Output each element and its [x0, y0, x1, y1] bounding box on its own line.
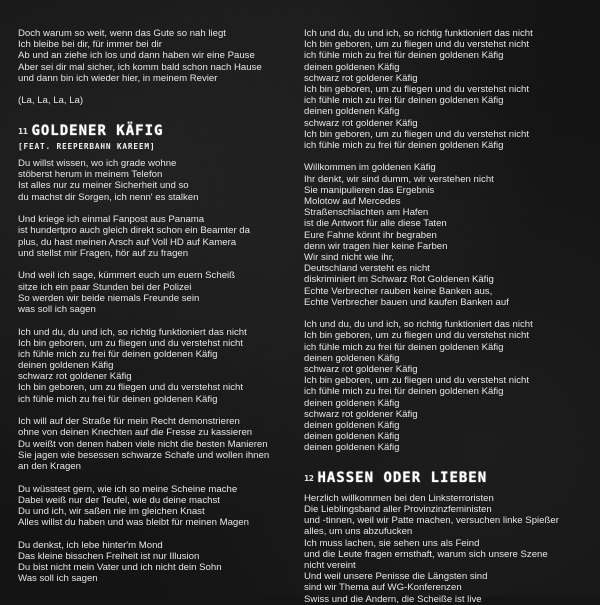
lyric-line: deinen goldenen Käfig: [304, 352, 400, 364]
lyric-line: Sie manipulieren das Ergebnis: [304, 184, 435, 196]
lyric-line: schwarz rot goldener Käfig: [18, 371, 132, 383]
stanza: [18, 270, 288, 315]
lyric-line: Ich und du, du und ich, so richtig funktioniert das nicht: [304, 28, 533, 39]
lyric-line: Alles willst du haben und was bleibt für meinen Magen: [18, 517, 249, 529]
lyric-line: Und weil ich sage, kümmert euch um euern Scheiß: [18, 270, 236, 282]
lyric-line: sind wir Thema auf WG-Konferenzen: [304, 582, 462, 594]
stanza-gap: [304, 151, 588, 162]
lyric-line: (La, La, La, La): [18, 95, 84, 107]
stanza-gap: [18, 472, 288, 483]
lyric-line: Doch warum so weit, wenn das Gute so nah liegt: [18, 28, 226, 39]
lyric-line: So werden wir beide niemals Freunde sein: [18, 292, 200, 304]
lyric-line: Ich will auf der Straße für mein Recht demonstrieren: [18, 416, 240, 428]
lyric-line: Ist alles nur zu meiner Sicherheit und so: [18, 180, 189, 192]
lyric-line: Herzlich willkommen bei den Linksterroristen: [304, 492, 494, 504]
lyric-line: Du denkst, ich lebe hinter'm Mond: [18, 539, 163, 551]
lyric-line: ist hundertpro auch gleich direkt schon ein Beamter da: [18, 225, 250, 237]
stanza-gap: [18, 405, 288, 416]
lyric-line: Was soll ich sagen: [18, 573, 98, 585]
stanza-gap: [304, 454, 588, 465]
lyric-line: Du bist nicht mein Vater und ich nicht dein Sohn: [18, 562, 222, 574]
lyric-line: Die Lieblingsband aller Provinzinzfeministen: [304, 504, 492, 516]
lyric-line: deinen goldenen Käfig: [304, 431, 400, 443]
lyric-line: Aber sei dir mal sicher, ich komm bald schon nach Hause: [18, 61, 262, 73]
lyric-line: schwarz rot goldener Käfig: [304, 408, 418, 420]
lyric-line: schwarz rot goldener Käfig: [304, 72, 418, 84]
lyric-line: schwarz rot goldener Käfig: [304, 117, 418, 129]
lyric-line: was soll ich sagen: [18, 303, 96, 315]
lyric-line: Ich und du, du und ich, so richtig funktioniert das nicht: [18, 326, 247, 338]
lyric-line: Swiss und die Andern, die Scheiße ist live: [304, 593, 482, 605]
lyric-line: und stellst mir Fragen, hör auf zu fragen: [18, 247, 189, 259]
lyric-line: Ab und an ziehe ich los und dann haben wir eine Pause: [18, 50, 255, 62]
lyric-line: Ich bin geboren, um zu fliegen und du verstehst nicht: [304, 83, 530, 95]
stanza: [18, 214, 288, 259]
lyric-line: Ich und du, du und ich, so richtig funktioniert das nicht: [304, 319, 533, 331]
song-title: GOLDENER KÄFIG: [31, 123, 164, 140]
stanza-gap: [304, 308, 588, 319]
lyric-line: Ich bin geboren, um zu fliegen und du verstehst nicht: [18, 337, 244, 349]
stanza: [304, 493, 588, 605]
lyric-line: ohne von deinen Knechten auf die Fresse zu kassieren: [18, 427, 253, 439]
lyric-line: ich fühle mich zu frei für deinen goldenen Käfig: [18, 393, 218, 405]
lyric-line: plus, du hast meinen Arsch auf Voll HD auf Kamera: [18, 236, 237, 248]
stanza: [304, 319, 588, 453]
stanza: [18, 484, 288, 529]
song-heading: [18, 124, 288, 140]
lyric-line: ich fühle mich zu frei für deinen goldenen Käfig: [304, 386, 504, 398]
lyric-line: deinen goldenen Käfig: [304, 397, 400, 409]
lyric-line: an den Kragen: [18, 460, 81, 472]
lyric-line: Ihr denkt, wir sind dumm, wir verstehen nicht: [304, 173, 494, 185]
lyric-line: Und kriege ich einmal Fanpost aus Panama: [18, 214, 205, 226]
stanza: [304, 162, 588, 307]
stanza-gap: [18, 203, 288, 214]
lyric-line: Sie jagen wie besessen schwarze Schafe und wollen ihnen: [18, 449, 270, 461]
lyric-line: Ich bin geboren, um zu fliegen und du verstehst nicht: [304, 375, 530, 387]
stanza-gap: [18, 84, 288, 95]
left-column: [18, 28, 288, 584]
song-subtitle: [FEAT. REEPERBAHN KAREEM]: [18, 141, 156, 151]
lyric-line: Dabei weiß nur der Teufel, wie du deine machst: [18, 494, 220, 506]
lyric-line: Du willst wissen, wo ich grade wohne: [18, 158, 177, 170]
stanza: [18, 158, 288, 203]
lyric-line: Willkommen im goldenen Käfig: [304, 162, 436, 174]
lyric-line: Ich muss lachen, sie sehen uns als Feind: [304, 537, 480, 549]
lyric-line: sitze ich ein paar Stunden bei der Polizei: [18, 281, 192, 293]
stanza-gap: [18, 259, 288, 270]
stanza: [304, 28, 588, 151]
lyric-line: Ich bin geboren, um zu fliegen und du verstehst nicht: [304, 330, 530, 342]
lyric-line: Molotow auf Mercedes: [304, 196, 401, 208]
lyric-line: und -tinnen, weil wir Patte machen, versuchen linke Spießer: [304, 515, 559, 527]
track-number: 12: [304, 474, 314, 484]
lyric-line: ist die Antwort für alle diese Taten: [304, 218, 447, 230]
song-title: HASSEN ODER LIEBEN: [317, 470, 488, 487]
lyric-line: Du wüsstest gern, wie ich so meine Scheine mache: [18, 483, 238, 495]
lyric-line: ich fühle mich zu frei für deinen goldenen Käfig: [304, 139, 504, 151]
lyric-line: denn wir tragen hier keine Farben: [304, 240, 448, 252]
lyric-line: Und weil unsere Penisse die Längsten sind: [304, 571, 488, 583]
lyric-line: nicht vereint: [304, 560, 356, 572]
lyric-line: und die Leute fragen ernsthaft, warum sich unsere Szene: [304, 548, 548, 560]
song-heading: [304, 471, 588, 487]
lyric-line: und dann bin ich wieder hier, in meinem Revier: [18, 72, 218, 84]
lyric-line: deinen goldenen Käfig: [304, 442, 400, 454]
stanza-gap: [18, 315, 288, 326]
stanza-gap: [18, 107, 288, 118]
lyric-line: Du weißt von denen haben viele nicht die besten Manieren: [18, 438, 268, 450]
lyric-line: schwarz rot goldener Käfig: [304, 364, 418, 376]
lyric-line: ich fühle mich zu frei für deinen goldenen Käfig: [304, 50, 504, 62]
lyric-line: Ich bleibe bei dir, für immer bei dir: [18, 39, 162, 51]
stanza: [18, 540, 288, 585]
stanza: [18, 327, 288, 405]
lyric-line: Wir sind nicht wie ihr,: [304, 251, 395, 263]
lyric-line: Eure Fahne könnt ihr begraben: [304, 229, 437, 241]
lyric-line: deinen goldenen Käfig: [304, 106, 400, 118]
stanza: [18, 28, 288, 84]
lyric-line: deinen goldenen Käfig: [304, 419, 400, 431]
track-number: 11: [18, 127, 28, 137]
lyric-line: Deutschland versteht es nicht: [304, 263, 430, 275]
lyric-line: deinen goldenen Käfig: [18, 360, 114, 372]
lyric-line: ich fühle mich zu frei für deinen goldenen Käfig: [304, 95, 504, 107]
lyric-line: Ich bin geboren, um zu fliegen und du verstehst nicht: [304, 39, 530, 51]
song-section-header: [304, 471, 588, 487]
lyric-line: deinen goldenen Käfig: [304, 61, 400, 73]
lyric-line: Straßenschlachten am Hafen: [304, 207, 429, 219]
lyric-line: alles, um uns abzufucken: [304, 526, 413, 538]
lyric-line: diskriminiert im Schwarz Rot Goldenen Käfig: [304, 274, 494, 286]
lyric-line: Echte Verbrecher rauben keine Banken aus,: [304, 285, 493, 297]
lyric-line: Echte Verbrecher bauen und kaufen Banken auf: [304, 296, 509, 308]
stanza: [18, 416, 288, 472]
lyric-line: du machst dir Sorgen, ich nenn' es stalken: [18, 191, 199, 203]
lyric-line: ich fühle mich zu frei für deinen goldenen Käfig: [18, 348, 218, 360]
lyric-line: Du und ich, wir saßen nie im gleichen Knast: [18, 505, 205, 517]
lyric-line: ich fühle mich zu frei für deinen goldenen Käfig: [304, 341, 504, 353]
lyric-line: Ich bin geboren, um zu fliegen und du verstehst nicht: [18, 382, 244, 394]
stanza-gap: [18, 528, 288, 539]
lyric-line: stöberst herum in meinem Telefon: [18, 169, 163, 181]
lyric-line: Das kleine bisschen Freiheit ist nur Illusion: [18, 550, 200, 562]
song-section-header: [18, 124, 288, 152]
lyric-line: Ich bin geboren, um zu fliegen und du verstehst nicht: [304, 128, 530, 140]
right-column: [304, 28, 588, 605]
